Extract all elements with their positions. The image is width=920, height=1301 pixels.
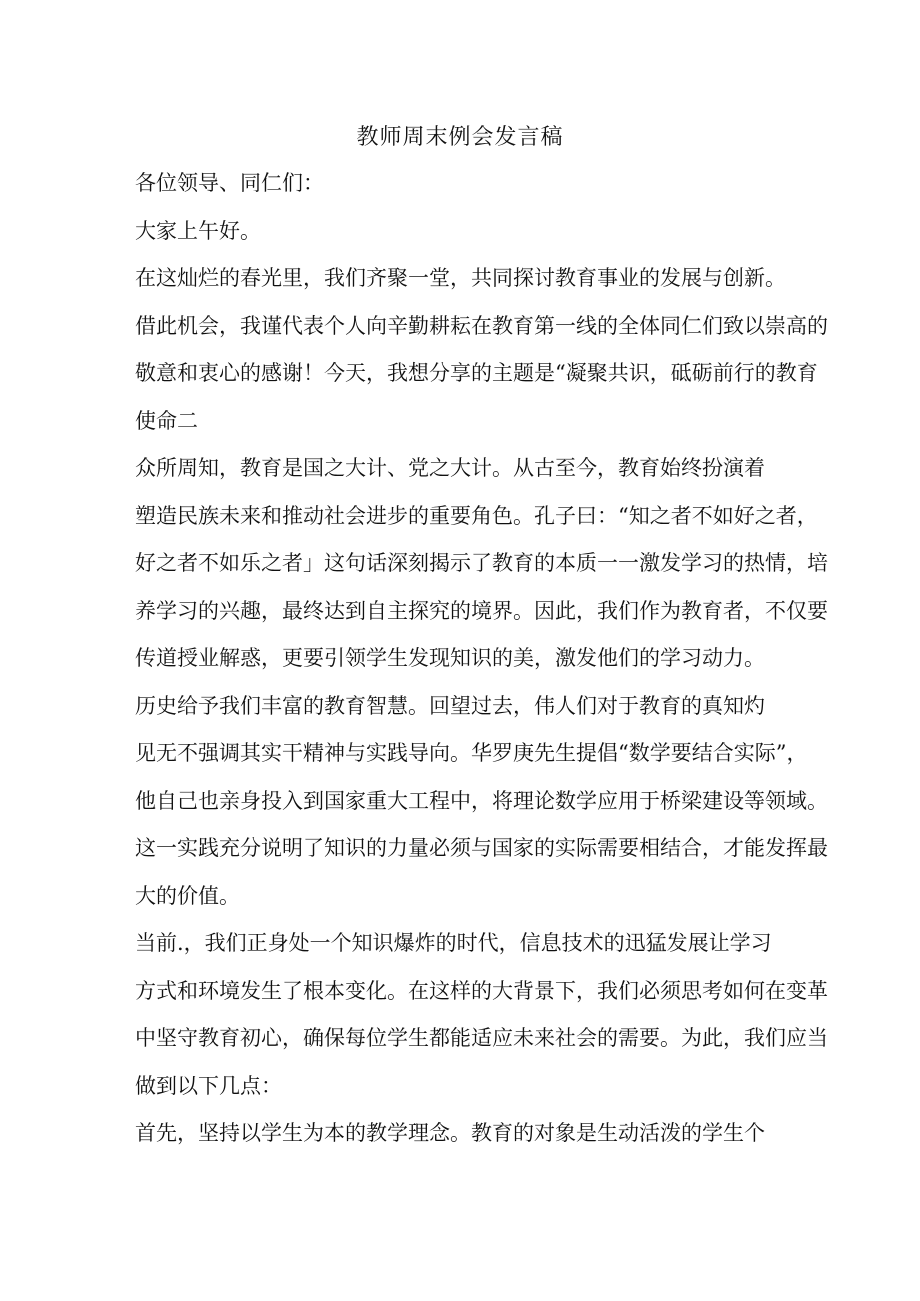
text-line: 好之者不如乐之者」这句话深刻揭示了教育的本质一一激发学习的热情，培 [135, 551, 828, 575]
paragraph-salutation [135, 160, 805, 208]
text-line: 各位领导、同仁们： [135, 171, 324, 195]
text-line: 中坚守教育初心，确保每位学生都能适应未来社会的需要。为此，我们应当 [135, 1026, 828, 1050]
text-line: 塑造民族未来和推动社会进步的重要角色。孔子曰：“知之者不如好之者， [135, 503, 818, 528]
text-line: 敬意和衷心的感谢！今天，我想分享的主题是“凝聚共识，砥砺前行的教育 [135, 361, 818, 385]
text-line: 借此机会，我谨代表个人向辛勤耕耘在教育第一线的全体同仁们致以崇高的 [135, 313, 828, 338]
text-line: 在这灿烂的春光里，我们齐聚一堂，共同探讨教育事业的发展与创新。 [135, 266, 786, 290]
text-line: 见无不强调其实干精神与实践导向。华罗庚先生提倡“数学要结合实际”， [135, 741, 808, 765]
paragraph-education-importance [135, 445, 828, 683]
text-line: 首先，坚持以学生为本的教学理念。教育的对象是生动活泼的学生个 [135, 1121, 765, 1145]
paragraph-current-era [135, 920, 828, 1110]
text-line: 大家上午好。 [135, 218, 261, 243]
text-line: 当前.，我们正身处一个知识爆炸的时代，信息技术的迅猛发展让学习 [135, 931, 772, 955]
text-line: 传道授业解惑，更要引领学生发现知识的美，激发他们的学习动力。 [135, 646, 765, 670]
text-line: 众所周知，教育是国之大计、党之大计。从古至今，教育始终扮演着 [135, 456, 765, 480]
document-title: 教师周末例会发言稿 [356, 125, 564, 150]
text-line: 使命二 [135, 408, 198, 433]
text-line: 方式和环境发生了根本变化。在这样的大背景下，我们必须思考如何在变革 [135, 978, 828, 1003]
text-line: 做到以下几点： [135, 1073, 282, 1098]
text-line: 这一实践充分说明了知识的力量必须与国家的实际需要相结合，才能发挥最 [135, 836, 828, 860]
text-line: 大的价值。 [135, 883, 240, 908]
paragraph-first-point [135, 1110, 805, 1158]
text-line: 他自己也亲身投入到国家重大工程中，将理论数学应用于桥梁建设等领域。 [135, 788, 828, 813]
paragraph-history [135, 683, 828, 921]
paragraph-opening [135, 255, 828, 445]
document-body [135, 160, 828, 1158]
text-line: 历史给予我们丰富的教育智慧。回望过去，伟人们对于教育的真知灼 [135, 693, 765, 718]
paragraph-greeting [135, 208, 805, 256]
text-line: 养学习的兴趣，最终达到自主探究的境界。因此，我们作为教育者，不仅要 [135, 598, 828, 623]
